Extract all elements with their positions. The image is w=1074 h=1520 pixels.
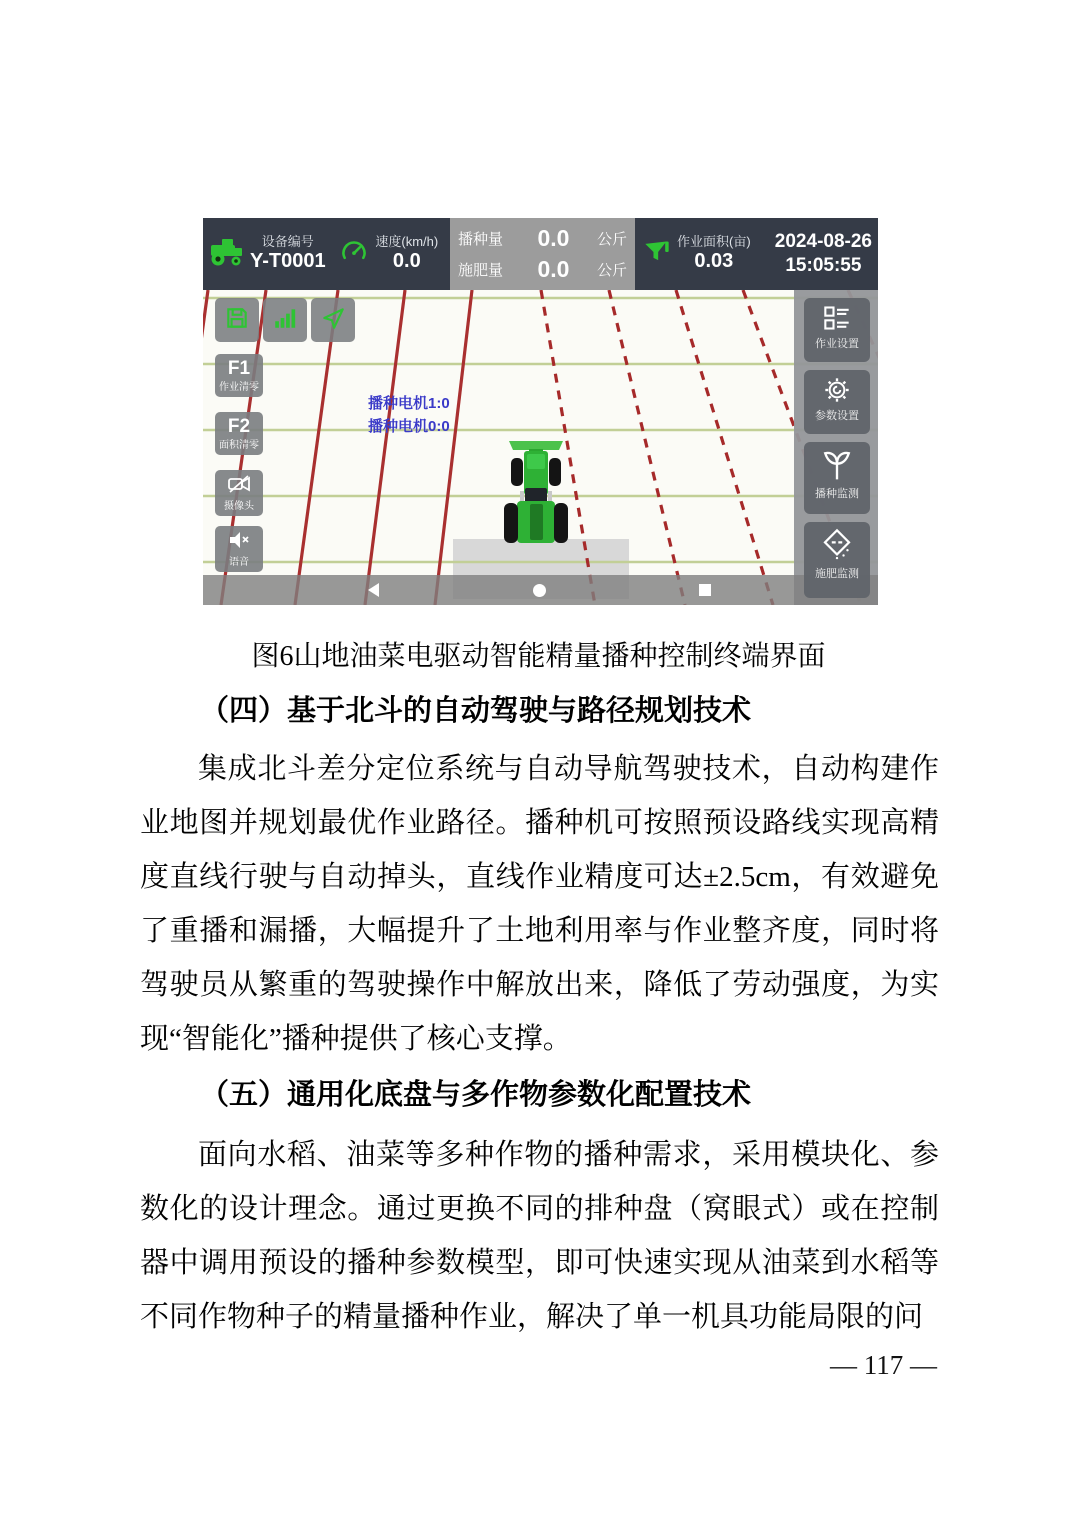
f2-key-label: F2 <box>227 416 251 437</box>
parameter-settings-label: 参数设置 <box>815 410 859 422</box>
camera-button[interactable] <box>215 470 263 516</box>
gps-arrow-icon <box>320 305 346 336</box>
camera-off-icon <box>227 482 251 499</box>
work-settings-label: 作业设置 <box>815 338 859 350</box>
fert-amount-unit: 公斤 <box>596 262 627 279</box>
seeding-monitor-label: 播种监测 <box>815 488 859 500</box>
gear-icon <box>822 391 852 408</box>
parameter-settings-button[interactable] <box>804 370 870 434</box>
seed-amount-value: 0.0 <box>537 225 570 251</box>
section4-paragraph: 集成北斗差分定位系统与自动导航驾驶技术，自动构建作业地图并规划最优作业路径。播种机可按照预设路线实现高精度直线行驶与自动掉头，直线作业精度可达±2.5cm，有效避免了重播和漏播，大幅提升了土地利用率与作业整齐度，同时将驾驶员从繁重的驾驶操作中解放出来，降低了劳动强度，为实现“智能化”播种提供了核心支撑。 <box>140 753 939 1055</box>
seed-hopper-icon <box>643 238 671 271</box>
signal-icon <box>272 305 298 336</box>
fertilizer-monitor-label: 施肥监测 <box>815 568 859 580</box>
work-settings-button[interactable] <box>804 298 870 362</box>
save-icon <box>224 305 250 336</box>
motor-status-line2: 播种电机0:0 <box>368 418 450 435</box>
area-datetime-section <box>635 218 878 290</box>
page-number: — 117 — <box>830 1350 937 1380</box>
seeding-monitor-button[interactable] <box>804 442 870 514</box>
section5-heading: （五）通用化底盘与多作物参数化配置技术 <box>200 1079 752 1111</box>
tractor-icon <box>209 237 245 272</box>
home-icon[interactable] <box>533 584 546 597</box>
speaker-muted-icon <box>227 538 251 555</box>
seed-amount-unit: 公斤 <box>596 231 627 248</box>
fertilizer-monitor-button[interactable] <box>804 522 870 598</box>
tractor-graphic <box>503 441 569 545</box>
area-label: 作业面积(亩) <box>677 234 751 250</box>
voice-label: 语音 <box>229 557 249 568</box>
section4-heading: （四）基于北斗的自动驾驶与路径规划技术 <box>200 695 752 727</box>
figure-caption: 图6山地油菜电驱动智能精量播种控制终端界面 <box>251 641 826 672</box>
motor-status-overlay <box>368 392 450 438</box>
terminal-header <box>203 218 878 290</box>
fert-amount-label: 施肥量 <box>458 262 504 279</box>
recents-icon[interactable] <box>699 584 711 596</box>
gps-button[interactable] <box>311 298 355 342</box>
voice-button[interactable] <box>215 526 263 572</box>
f1-work-clear-button[interactable] <box>215 354 263 397</box>
f2-function-label: 面积清零 <box>219 440 259 451</box>
area-value: 0.03 <box>694 249 734 272</box>
guidance-map <box>203 290 878 605</box>
seed-fert-section <box>450 218 635 290</box>
section5-paragraph: 面向水稻、油菜等多种作物的播种需求，采用模块化、参数化的设计理念。通过更换不同的排种盘（窝眼式）或在控制器中调用预设的播种参数模型，即可快速实现从油菜到水稻等不同作物种子的精量播种作业，解决了单一机具功能局限的问 <box>140 1139 939 1333</box>
device-label: 设备编号 <box>261 234 314 250</box>
f1-function-label: 作业清零 <box>219 382 259 393</box>
device-value: Y-T0001 <box>250 249 326 272</box>
checklist-icon <box>822 319 852 336</box>
signal-button[interactable] <box>263 298 307 342</box>
sprout-icon <box>821 469 853 486</box>
speed-label: 速度(km/h) <box>375 234 439 250</box>
android-navbar <box>203 575 878 605</box>
seed-amount-label: 播种量 <box>458 231 504 248</box>
speed-value: 0.0 <box>392 249 421 272</box>
fert-amount-value: 0.0 <box>537 256 570 282</box>
camera-label: 摄像头 <box>224 501 254 512</box>
date-value: 2024-08-26 <box>774 231 872 253</box>
device-speed-section <box>203 218 450 290</box>
f1-key-label: F1 <box>227 358 251 379</box>
f2-area-clear-button[interactable] <box>215 412 263 455</box>
back-icon[interactable] <box>368 583 379 597</box>
diamond-icon <box>821 549 853 566</box>
terminal-screenshot <box>203 218 878 605</box>
motor-status-line1: 播种电机1:0 <box>368 395 450 412</box>
save-button[interactable] <box>215 298 259 342</box>
speedometer-icon <box>340 238 368 271</box>
time-value: 15:05:55 <box>785 255 862 276</box>
